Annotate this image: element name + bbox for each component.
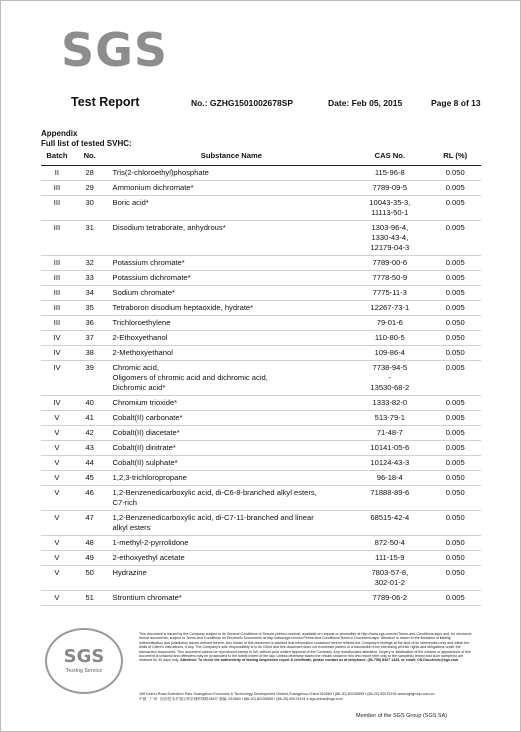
substance-cell: Cobalt(II) diacetate* <box>107 426 351 441</box>
cas-cell: 1333-82-0 <box>350 396 429 411</box>
number-cell: 50 <box>73 566 107 591</box>
number-cell: 29 <box>73 181 107 196</box>
report-number: No.: GZHG1501002678SP <box>191 98 294 108</box>
number-cell: 47 <box>73 511 107 536</box>
header-batch: Batch <box>41 150 73 166</box>
cas-cell: 7803-57-8, 302-01-2 <box>350 566 429 591</box>
substance-cell: Strontium chromate* <box>107 591 351 606</box>
batch-cell: III <box>41 286 73 301</box>
cas-cell: 10043-35-3, 11113-50-1 <box>350 196 429 221</box>
stamp-label: Testing Service <box>65 668 103 674</box>
number-cell: 51 <box>73 591 107 606</box>
substance-cell: 2-Ethoxyethanol <box>107 331 351 346</box>
table-row <box>41 566 481 591</box>
batch-cell: III <box>41 301 73 316</box>
batch-cell: III <box>41 196 73 221</box>
sgs-logo: SGS <box>61 23 169 77</box>
batch-cell: V <box>41 566 73 591</box>
batch-cell: III <box>41 271 73 286</box>
cas-cell: 71-48-7 <box>350 426 429 441</box>
table-row <box>41 536 481 551</box>
substance-cell: Cobalt(II) sulphate* <box>107 456 351 471</box>
table-row <box>41 441 481 456</box>
table-row <box>41 286 481 301</box>
table-row <box>41 166 481 181</box>
cas-cell: 7789-00-6 <box>350 256 429 271</box>
table-row <box>41 346 481 361</box>
table-row <box>41 196 481 221</box>
table-header-row <box>41 150 481 166</box>
substance-cell: 1,2-Benzenedicarboxylic acid, di-C7-11-branched and linear alkyl esters <box>107 511 351 536</box>
cas-cell: 68515-42-4 <box>350 511 429 536</box>
substance-cell: Disodium tetraborate, anhydrous* <box>107 221 351 256</box>
number-cell: 28 <box>73 166 107 181</box>
number-cell: 38 <box>73 346 107 361</box>
testing-service-stamp <box>45 628 123 694</box>
cas-cell: 7778-50-9 <box>350 271 429 286</box>
number-cell: 46 <box>73 486 107 511</box>
number-cell: 48 <box>73 536 107 551</box>
rl-cell: 0.050 <box>429 166 481 181</box>
table-row <box>41 486 481 511</box>
cas-cell: 7775-11-3 <box>350 286 429 301</box>
batch-cell: V <box>41 456 73 471</box>
number-cell: 36 <box>73 316 107 331</box>
cas-cell: 1303-96-4, 1330-43-4, 12179-04-3 <box>350 221 429 256</box>
header-no: No. <box>73 150 107 166</box>
number-cell: 41 <box>73 411 107 426</box>
table-row <box>41 301 481 316</box>
cas-cell: 111-15-9 <box>350 551 429 566</box>
number-cell: 34 <box>73 286 107 301</box>
batch-cell: V <box>41 471 73 486</box>
number-cell: 49 <box>73 551 107 566</box>
member-line: Member of the SGS Group (SGS SA) <box>356 713 448 719</box>
rl-cell: 0.005 <box>429 396 481 411</box>
header-rl: RL (%) <box>429 150 481 166</box>
rl-cell: 0.005 <box>429 591 481 606</box>
table-row <box>41 271 481 286</box>
table-row <box>41 221 481 256</box>
cas-cell: 71888-89-6 <box>350 486 429 511</box>
table-row <box>41 411 481 426</box>
authenticity-notice: Attention: To check the authenticity of testing /inspection report & certificate, please contact us at telephone: (86-755) 8307 1443, or email: CN.Doccheck@sgs.com <box>180 658 459 663</box>
number-cell: 31 <box>73 221 107 256</box>
number-cell: 43 <box>73 441 107 456</box>
cas-cell: 79-01-6 <box>350 316 429 331</box>
substance-cell: 2-Methoxyethanol <box>107 346 351 361</box>
rl-cell: 0.005 <box>429 221 481 256</box>
substance-cell: Hydrazine <box>107 566 351 591</box>
svhc-table <box>41 150 481 606</box>
batch-cell: V <box>41 486 73 511</box>
rl-cell: 0.005 <box>429 426 481 441</box>
cas-cell: 12267-73-1 <box>350 301 429 316</box>
batch-cell: V <box>41 426 73 441</box>
rl-cell: 0.005 <box>429 441 481 456</box>
batch-cell: V <box>41 411 73 426</box>
substance-cell: 1,2-Benzenedicarboxylic acid, di-C6-8-branched alkyl esters, C7-rich <box>107 486 351 511</box>
rl-cell: 0.005 <box>429 181 481 196</box>
rl-cell: 0.005 <box>429 361 481 396</box>
cas-cell: 10124-43-3 <box>350 456 429 471</box>
address-english: 198 Kezhu Road,Scientech Park Guangzhou Economic & Technology Development District,Guangzhou,China 510663 t (86-20) 82155555 f (86-20) 82075191 www.sgsgroup.com.cn <box>139 692 435 696</box>
batch-cell: IV <box>41 361 73 396</box>
report-title: Test Report <box>71 95 140 109</box>
substance-cell: Tetraboron disodium heptaoxide, hydrate* <box>107 301 351 316</box>
rl-cell: 0.005 <box>429 286 481 301</box>
number-cell: 37 <box>73 331 107 346</box>
number-cell: 45 <box>73 471 107 486</box>
table-row <box>41 361 481 396</box>
batch-cell: III <box>41 316 73 331</box>
rl-cell: 0.050 <box>429 566 481 591</box>
number-cell: 32 <box>73 256 107 271</box>
legal-disclaimer <box>139 632 473 663</box>
table-row <box>41 551 481 566</box>
substance-cell: Ammonium dichromate* <box>107 181 351 196</box>
batch-cell: III <box>41 256 73 271</box>
table-row <box>41 591 481 606</box>
table-row <box>41 256 481 271</box>
rl-cell: 0.050 <box>429 551 481 566</box>
batch-cell: II <box>41 166 73 181</box>
batch-cell: V <box>41 536 73 551</box>
number-cell: 33 <box>73 271 107 286</box>
stamp-logo: SGS <box>63 646 105 667</box>
cas-cell: 7738-94-5 - 13530-68-2 <box>350 361 429 396</box>
table-row <box>41 471 481 486</box>
rl-cell: 0.050 <box>429 331 481 346</box>
table-row <box>41 331 481 346</box>
number-cell: 30 <box>73 196 107 221</box>
cas-cell: 7789-09-5 <box>350 181 429 196</box>
batch-cell: V <box>41 511 73 536</box>
table-row <box>41 511 481 536</box>
substance-cell: Cobalt(II) carbonate* <box>107 411 351 426</box>
batch-cell: IV <box>41 396 73 411</box>
number-cell: 44 <box>73 456 107 471</box>
address-chinese: 中国 · 广州 · 经济技术开发区科学城科珠路198号 邮编: 510663 t (86-20) 82155555 f (86-20) 82075191 e sgs.china@sgs.com <box>139 697 343 701</box>
table-row <box>41 396 481 411</box>
number-cell: 39 <box>73 361 107 396</box>
number-cell: 42 <box>73 426 107 441</box>
batch-cell: III <box>41 181 73 196</box>
number-cell: 40 <box>73 396 107 411</box>
rl-cell: 0.005 <box>429 196 481 221</box>
cas-cell: 872-50-4 <box>350 536 429 551</box>
batch-cell: V <box>41 591 73 606</box>
batch-cell: V <box>41 441 73 456</box>
header-cas: CAS No. <box>350 150 429 166</box>
appendix-title: Appendix <box>41 129 78 138</box>
substance-cell: Tris(2-chloroethyl)phosphate <box>107 166 351 181</box>
rl-cell: 0.005 <box>429 301 481 316</box>
appendix-heading <box>41 129 132 149</box>
page-indicator: Page 8 of 13 <box>431 98 481 108</box>
table-body <box>41 166 481 606</box>
substance-cell: Chromic acid, Oligomers of chromic acid and dichromic acid, Dichromic acid* <box>107 361 351 396</box>
table-row <box>41 456 481 471</box>
substance-cell: Potassium chromate* <box>107 256 351 271</box>
batch-cell: V <box>41 551 73 566</box>
batch-cell: IV <box>41 346 73 361</box>
substance-cell: 1,2,3-trichloropropane <box>107 471 351 486</box>
rl-cell: 0.005 <box>429 411 481 426</box>
batch-cell: III <box>41 221 73 256</box>
rl-cell: 0.050 <box>429 471 481 486</box>
cas-cell: 7789-06-2 <box>350 591 429 606</box>
rl-cell: 0.050 <box>429 316 481 331</box>
cas-cell: 96-18-4 <box>350 471 429 486</box>
rl-cell: 0.050 <box>429 511 481 536</box>
rl-cell: 0.050 <box>429 346 481 361</box>
substance-cell: 1-methyl-2-pyrrolidone <box>107 536 351 551</box>
cas-cell: 115-96-8 <box>350 166 429 181</box>
substance-cell: Boric acid* <box>107 196 351 221</box>
rl-cell: 0.005 <box>429 256 481 271</box>
table-row <box>41 181 481 196</box>
substance-cell: Sodium chromate* <box>107 286 351 301</box>
cas-cell: 513-79-1 <box>350 411 429 426</box>
disclaimer-text: This document is issued by the Company subject to its General Conditions of Service printed overleaf, available on request or accessible at http://www.sgs.com/en/Terms-and-Conditions.aspx and, for electronic format documents, subject to Terms and Conditions for Electronic Documents at http://www.sgs.com/en/Terms-and-Conditions/Terms-e-Document.aspx. Attention is drawn to the limitation of liability, indemnification and jurisdiction issues defined therein. Any holder of this document is advised that information contained hereon reflects the Company's findings at the time of its intervention only and within the limits of Client's instructions, if any. The Company's sole responsibility is to its Client and this document does not exonerate parties to a transaction from exercising all their rights and obligations under the transaction documents. This document cannot be reproduced except in full, without prior written approval of the Company. Any unauthorized alteration, forgery or falsification of the content or appearance of this document is unlawful and offenders may be prosecuted to the fullest extent of the law. Unless otherwise stated the results shown in this test report refer only to the sample(s) tested and such sample(s) are retained for 30 days only. <box>139 632 472 663</box>
substance-cell: Chromium trioxide* <box>107 396 351 411</box>
table-row <box>41 426 481 441</box>
appendix-subtitle: Full list of tested SVHC: <box>41 139 132 148</box>
rl-cell: 0.005 <box>429 456 481 471</box>
cas-cell: 109-86-4 <box>350 346 429 361</box>
header-substance: Substance Name <box>107 150 351 166</box>
substance-cell: Trichloroethylene <box>107 316 351 331</box>
rl-cell: 0.050 <box>429 536 481 551</box>
substance-cell: Potassium dichromate* <box>107 271 351 286</box>
contact-block <box>139 692 479 702</box>
report-date: Date: Feb 05, 2015 <box>328 98 403 108</box>
cas-cell: 10141-05-6 <box>350 441 429 456</box>
rl-cell: 0.050 <box>429 486 481 511</box>
rl-cell: 0.005 <box>429 271 481 286</box>
number-cell: 35 <box>73 301 107 316</box>
substance-cell: 2-ethoxyethyl acetate <box>107 551 351 566</box>
substance-cell: Cobalt(II) dinitrate* <box>107 441 351 456</box>
cas-cell: 110-80-5 <box>350 331 429 346</box>
batch-cell: IV <box>41 331 73 346</box>
table-row <box>41 316 481 331</box>
